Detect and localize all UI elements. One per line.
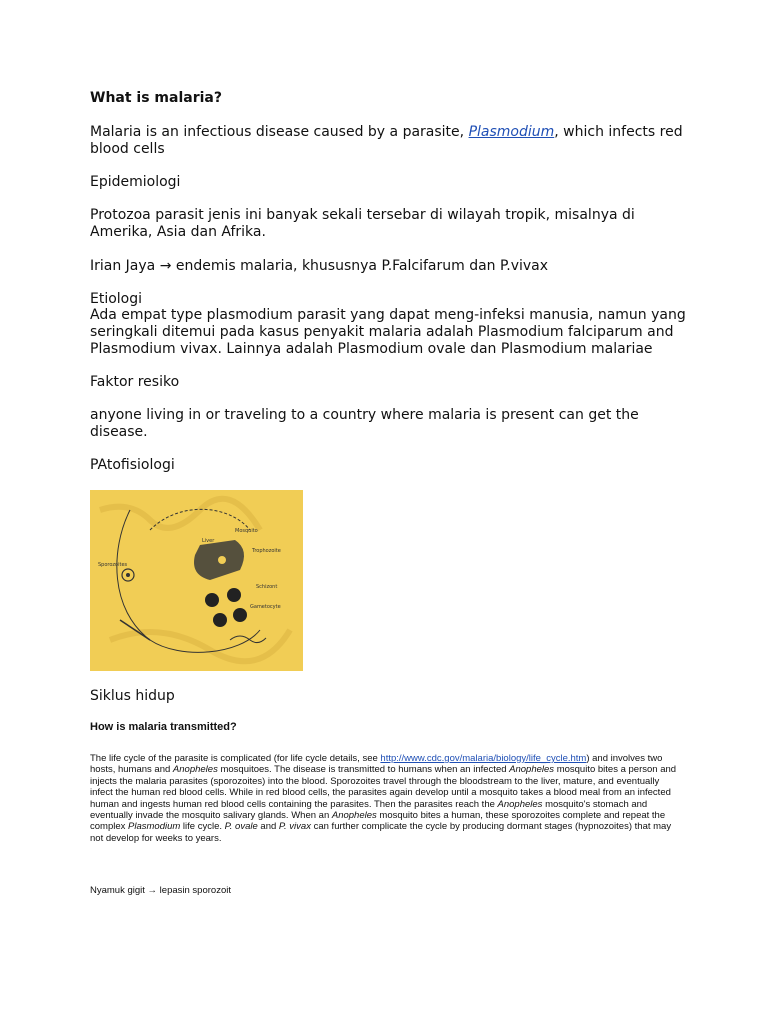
anopheles-term: Anopheles xyxy=(172,764,218,776)
transmission-text-5: mosquito's stomach and eventually invade the mosquito salivary glands. When an xyxy=(90,798,648,822)
label-mosquito: Mosquito xyxy=(235,528,258,534)
label-sporozoites: Sporozoites xyxy=(98,562,128,568)
label-trophozoite: Trophozoite xyxy=(252,548,281,554)
anopheles-term: Anopheles xyxy=(331,810,377,822)
plasmodium-link[interactable]: Plasmodium xyxy=(468,124,555,140)
transmission-text-7: life cycle. xyxy=(180,821,225,833)
transmission-text-8: and xyxy=(257,821,279,833)
etiologi-text: Ada empat type plasmodium parasit yang dapat meng-infeksi manusia, namun yang seringkali ditemui pada kasus penyakit malaria adalah Plasmodium falciparum and Plasmodium vivax. Lainnya adalah Plasmodium ovale dan Plasmodium malariae xyxy=(90,307,686,357)
transmission-text-2: ) and involves two hosts, humans and xyxy=(90,753,663,776)
epidemiologi-text: Protozoa parasit jenis ini banyak sekali tersebar di wilayah tropik, misalnya di Amerika, Asia dan Afrika. xyxy=(90,207,635,240)
transmission-text-1: The life cycle of the parasite is complicated (for life cycle details, see xyxy=(90,753,381,764)
etiologi-heading: Etiologi xyxy=(90,291,143,307)
transmission-heading: How is malaria transmitted? xyxy=(90,721,237,733)
anopheles-term: Anopheles xyxy=(497,798,543,810)
anopheles-term: Anopheles xyxy=(509,764,555,776)
nyamuk-note: Nyamuk gigit → lepasin sporozoit xyxy=(90,885,231,896)
intro-text-before: Malaria is an infectious disease caused by a parasite, xyxy=(90,124,469,140)
patofisiologi-heading: PAtofisiologi xyxy=(90,457,175,473)
transmission-text-4: mosquito bites a person and injects the malaria parasites (sporozoites) into the blood. Sporozoites travel through the bloodstream to the liver, mature, and eventually infect the human red blood cells. While in red blood cells, the parasites again develop until a mosquito takes a blood meal from an infected human and ingests human red blood cells containing the parasites. Then the parasites reach the xyxy=(90,764,677,810)
siklus-hidup-heading: Siklus hidup xyxy=(90,688,175,704)
p-vivax-term: P. vivax xyxy=(278,821,311,833)
cdc-lifecycle-link[interactable]: http://www.cdc.gov/malaria/biology/life_cycle.htm xyxy=(380,753,587,764)
intro-paragraph xyxy=(90,124,690,158)
page-title: What is malaria? xyxy=(90,90,222,106)
malaria-lifecycle-figure xyxy=(90,490,303,671)
epidemiologi-heading: Epidemiologi xyxy=(90,174,181,190)
label-schizont: Schizont xyxy=(256,584,278,590)
label-liver: Liver xyxy=(202,538,215,544)
transmission-paragraph xyxy=(90,753,682,844)
transmission-text-6: mosquito bites a human, these sporozoites complete and repeat the complex xyxy=(90,810,666,833)
label-gametocyte: Gametocyte xyxy=(250,604,281,610)
plasmodium-term: Plasmodium xyxy=(128,821,181,833)
transmission-text-9: can further complicate the cycle by producing dormant stages (hypnozoites) that may not develop for weeks to years. xyxy=(90,821,672,844)
malaria-lifecycle-diagram-icon xyxy=(90,490,303,671)
p-ovale-term: P. ovale xyxy=(224,821,258,833)
faktor-resiko-heading: Faktor resiko xyxy=(90,374,180,390)
irian-jaya-line: Irian Jaya → endemis malaria, khususnya P.Falcifarum dan P.vivax xyxy=(90,258,549,274)
transmission-text-3: mosquitoes. The disease is transmitted to humans when an infected xyxy=(217,764,510,776)
faktor-resiko-text: anyone living in or traveling to a country where malaria is present can get the disease. xyxy=(90,407,639,440)
intro-text-after: , which infects red blood cells xyxy=(90,124,683,157)
